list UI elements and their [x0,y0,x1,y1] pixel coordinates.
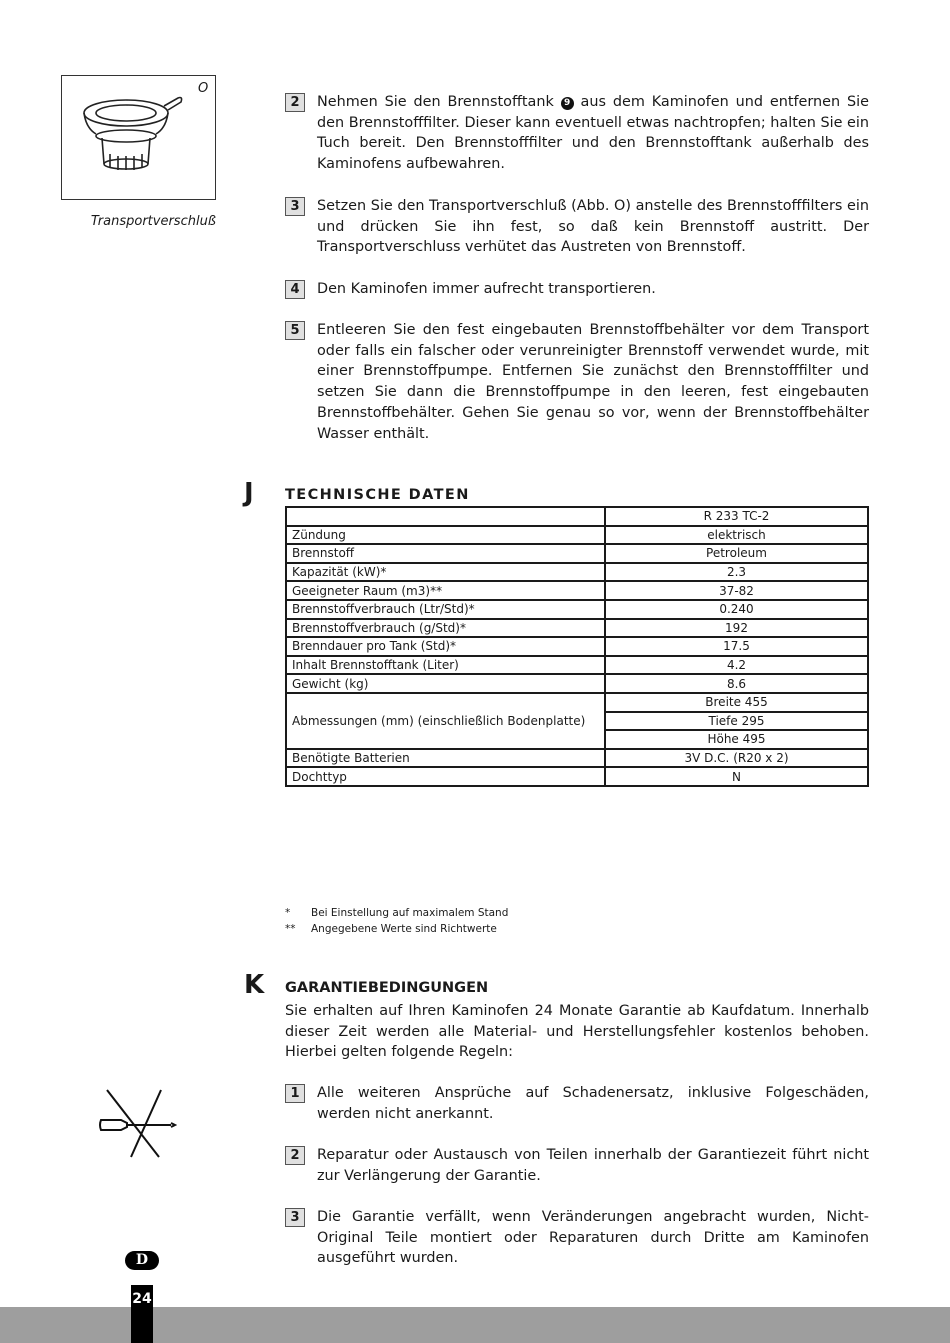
step-item [285,1145,869,1186]
step-text: Setzen Sie den Transportverschluß (Abb. O) anstelle des Brennstofffilters ein und drücken Sie ihn fest, so daß kein Brennstoff austritt. Der Transportverschluss verhütet das Austreten von Brennstoff. [317,198,869,256]
table-row [286,619,868,638]
page-number: 24 [132,1291,152,1307]
table-row [286,637,868,656]
footnote-mark: ** [285,923,296,935]
table-row [286,581,868,600]
footnotes [285,905,508,937]
row-value: 192 [605,619,868,638]
step-number: 4 [285,280,305,299]
tech-data-table [285,506,869,787]
footnote-text: Angegebene Werte sind Richtwerte [311,923,497,935]
step-item [285,1083,869,1124]
section-letter: K [244,970,265,1000]
row-label: Brennstoff [286,544,605,563]
table-row [286,674,868,693]
row-value: 17.5 [605,637,868,656]
row-label: Kapazität (kW)* [286,563,605,582]
step-text: Den Kaminofen immer aufrecht transportieren. [317,281,656,297]
table-row [286,600,868,619]
step-text: Die Garantie verfällt, wenn Veränderungen angebracht wurden, Nicht-Original Teile montiert oder Reparaturen durch Dritte am Kaminofen ausgeführt wurden. [317,1209,869,1267]
row-label: Dochttyp [286,767,605,786]
row-label: Zündung [286,526,605,545]
section-title: TECHNISCHE DATEN [285,487,470,503]
footnote-mark: * [285,907,291,919]
table-row [286,656,868,675]
section-letter: J [244,478,254,508]
model-cell: R 233 TC-2 [605,507,868,526]
step-number: 2 [285,93,305,112]
table-row [286,544,868,563]
row-label: Benötigte Batterien [286,749,605,768]
row-value: 8.6 [605,674,868,693]
section-title: GARANTIEBEDINGUNGEN [285,980,489,996]
row-value: 2.3 [605,563,868,582]
step-number: 5 [285,321,305,340]
figure-transport-cap [61,75,216,200]
dimension-height: Höhe 495 [605,730,868,749]
row-value: 37-82 [605,581,868,600]
step-item [285,196,869,258]
footnote [285,905,508,921]
step-item [285,320,869,444]
row-label: Geeigneter Raum (m3)** [286,581,605,600]
dimensions-label: Abmessungen (mm) (einschließlich Bodenplatte) [286,693,605,749]
step-number: 3 [285,1208,305,1227]
dimension-width: Breite 455 [605,693,868,712]
table-row [286,563,868,582]
row-label: Brenndauer pro Tank (Std)* [286,637,605,656]
no-screwdriver-icon [97,1087,177,1166]
row-value: 4.2 [605,656,868,675]
dimension-depth: Tiefe 295 [605,712,868,731]
figure-label: O [198,81,209,96]
footnote [285,921,508,937]
row-value: 3V D.C. (R20 x 2) [605,749,868,768]
row-value: Petroleum [605,544,868,563]
step-number: 3 [285,197,305,216]
step-text: Alle weiteren Ansprüche auf Schadenersatz, inklusive Folgeschäden, werden nicht anerkannt. [317,1085,869,1122]
footnote-text: Bei Einstellung auf maximalem Stand [311,907,509,919]
row-label: Gewicht (kg) [286,674,605,693]
row-label: Brennstoffverbrauch (Ltr/Std)* [286,600,605,619]
step-text: Nehmen Sie den Brennstofftank 9 aus dem Kaminofen und entfernen Sie den Brennstofffilter. Dieser kann eventuell etwas nachtropfen; halten Sie ein Tuch bereit. Den Brennstofffilter und den Brennstofftank außerhalb des Kaminofens aufbewahren. [317,94,870,173]
row-value: 0.240 [605,600,868,619]
table-row [286,693,868,712]
row-value: elektrisch [605,526,868,545]
step-text: Reparatur oder Austausch von Teilen innerhalb der Garantiezeit führt nicht zur Verlängerung der Garantie. [317,1147,869,1184]
table-row [286,526,868,545]
warranty-intro: Sie erhalten auf Ihren Kaminofen 24 Monate Garantie ab Kaufdatum. Innerhalb dieser Zeit werden alle Material- und Herstellungsfehler kostenlos behoben. Hierbei gelten folgende Regeln: [285,1003,869,1061]
row-value: N [605,767,868,786]
row-label: Brennstoffverbrauch (g/Std)* [286,619,605,638]
table-row [286,749,868,768]
step-item [285,92,869,175]
language-badge: D [125,1251,159,1270]
figure-caption: Transportverschluß [90,214,216,229]
transport-cap-icon [62,76,215,199]
table-row [286,767,868,786]
step-number: 2 [285,1146,305,1165]
row-label: Inhalt Brennstofftank (Liter) [286,656,605,675]
step-number: 1 [285,1084,305,1103]
step-item [285,279,869,300]
step-text: Entleeren Sie den fest eingebauten Brennstoffbehälter vor dem Transport oder falls ein falscher oder verunreinigter Brennstoff verwendet wurde, mit einer Brennstoffpumpe. Entfernen Sie zunächst den Brennstofffilter und setzen Sie dann die Brennstoffpumpe in den leeren, fest eingebauten Brennstoffbehälter. Gehen Sie genau so vor, wenn der Brennstoffbehälter Wasser enthält. [317,322,869,442]
number-badge: 9 [561,97,574,110]
step-item [285,1207,869,1269]
table-row [286,507,868,526]
table-cell [286,507,605,526]
